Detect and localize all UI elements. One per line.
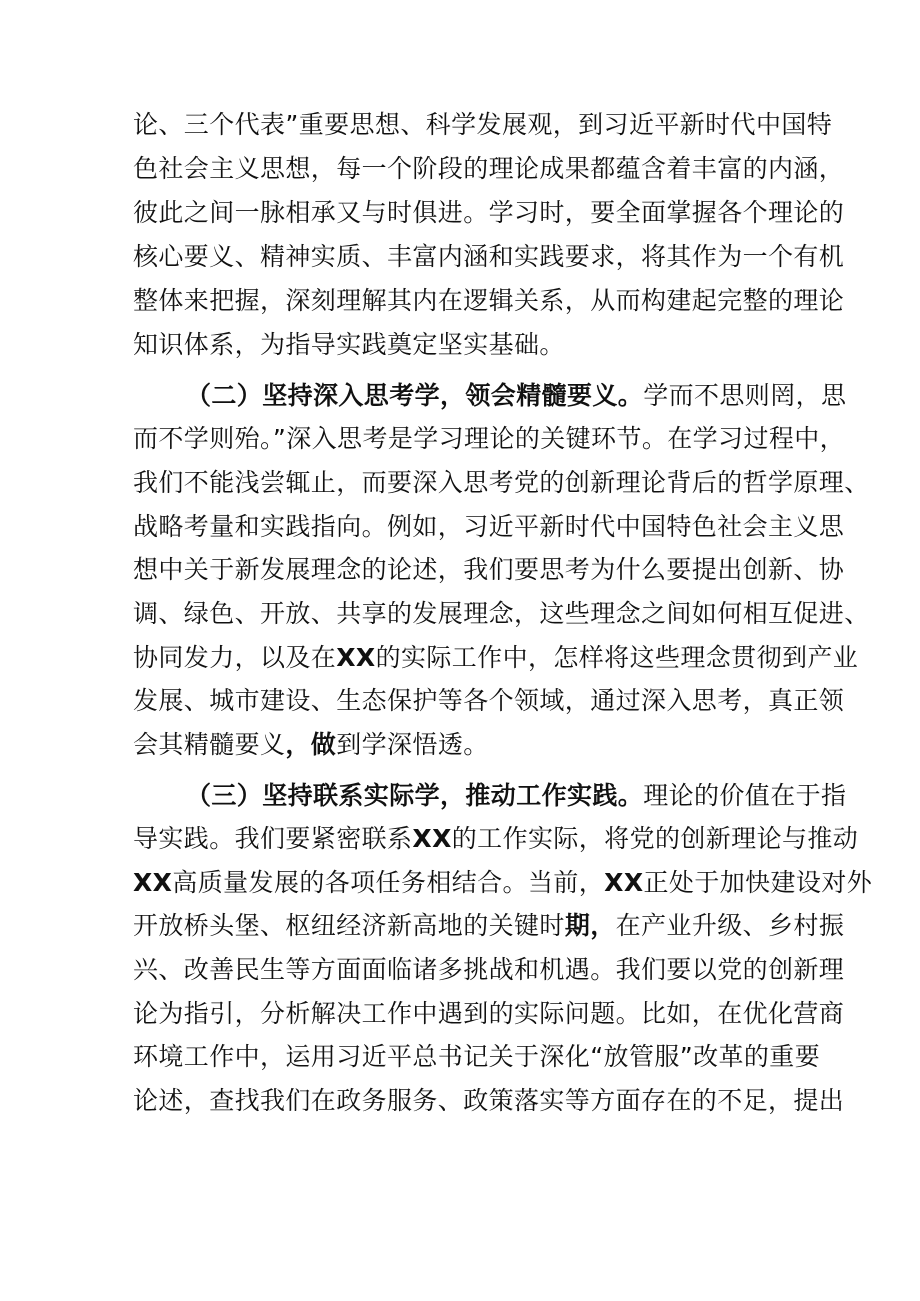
text-segment: 协同发力，以及在 (133, 643, 337, 672)
paragraph-3-line-4 (0, 904, 920, 948)
paragraph-3-line-8: 论述，查找我们在政务服务、政策落实等方面存在的不足，提出 (133, 1086, 845, 1115)
text-segment: 导实践。我们要紧密联系 (133, 824, 413, 853)
text-segment: 会其精髓要义 (133, 730, 286, 759)
placeholder-xx: XX (412, 824, 452, 853)
paragraph-1-line-3: 彼此之间一脉相承又与时俱进。学习时，要全面掌握各个理论的 (133, 198, 845, 227)
placeholder-xx: XX (133, 868, 173, 897)
paragraph-2-line-3: 我们不能浅尝辄止，而要深入思考党的创新理论背后的哲学原理、 (133, 468, 870, 497)
paragraph-2-line-4: 战略考量和实践指向。例如，习近平新时代中国特色社会主义思 (133, 512, 845, 541)
text-segment: 的实际工作中，怎样将这些理念贯彻到产业 (375, 643, 859, 672)
section-heading-2: （二）坚持深入思考学，领会精髓要义。 (186, 381, 644, 410)
paragraph-3-line-5: 兴、改善民生等方面面临诸多挑战和机遇。我们要以党的创新理 (133, 955, 845, 984)
paragraph-2-text: 学而不思则罔，思 (643, 381, 847, 410)
bold-segment: ，做 (285, 730, 337, 759)
paragraph-1-line-5: 整体来把握，深刻理解其内在逻辑关系，从而构建起完整的理论 (133, 286, 845, 315)
section-heading-3: （三）坚持联系实际学，推动工作实践。 (186, 781, 644, 810)
paragraph-3-line-2 (0, 817, 920, 861)
paragraph-2-line-2: 而不学则殆。”深入思考是学习理论的关键环节。在学习过程中， (133, 424, 846, 453)
placeholder-xx: XX (336, 643, 376, 672)
bold-segment: 期， (564, 911, 616, 940)
paragraph-3-text: 理论的价值在于指 (643, 781, 847, 810)
paragraph-3-line-3 (0, 861, 920, 905)
paragraph-3-line-6: 论为指引，分析解决工作中遇到的实际问题。比如，在优化营商 (133, 999, 845, 1028)
paragraph-2-line-8: 发展、城市建设、生态保护等各个领域，通过深入思考，真正领 (133, 686, 845, 715)
paragraph-2-line-7 (0, 636, 920, 680)
paragraph-2-line-5: 想中关于新发展理念的论述，我们要思考为什么要提出创新、协 (133, 555, 845, 584)
placeholder-xx: XX (604, 868, 644, 897)
text-segment: 到学深悟透。 (336, 730, 489, 759)
paragraph-3-line-1 (0, 774, 920, 818)
text-segment: 的工作实际，将党的创新理论与推动 (451, 824, 859, 853)
paragraph-2-line-6: 调、绿色、开放、共享的发展理念，这些理念之间如何相互促进、 (133, 599, 870, 628)
paragraph-3-line-7: 环境工作中，运用习近平总书记关于深化“放管服”改革的重要 (133, 1042, 821, 1071)
page-bottom-spacer (0, 1123, 920, 1167)
text-segment: 开放桥头堡、枢纽经济新高地的关键时 (133, 911, 565, 940)
text-segment: 高质量发展的各项任务相结合。当前， (172, 868, 605, 897)
paragraph-2-line-1 (0, 374, 920, 418)
text-segment: 在产业升级、乡村振 (615, 911, 845, 940)
text-segment: 正处于加快建设对外 (643, 868, 873, 897)
paragraph-1-line-4: 核心要义、精神实质、丰富内涵和实践要求，将其作为一个有机 (133, 242, 845, 271)
paragraph-1-line-1: 论、三个代表”重要思想、科学发展观，到习近平新时代中国特 (133, 110, 833, 139)
paragraph-2-line-9 (0, 723, 920, 767)
paragraph-1-line-6: 知识体系，为指导实践奠定坚实基础。 (133, 330, 565, 359)
paragraph-1-line-2: 色社会主义思想，每一个阶段的理论成果都蕴含着丰富的内涵， (133, 154, 845, 183)
